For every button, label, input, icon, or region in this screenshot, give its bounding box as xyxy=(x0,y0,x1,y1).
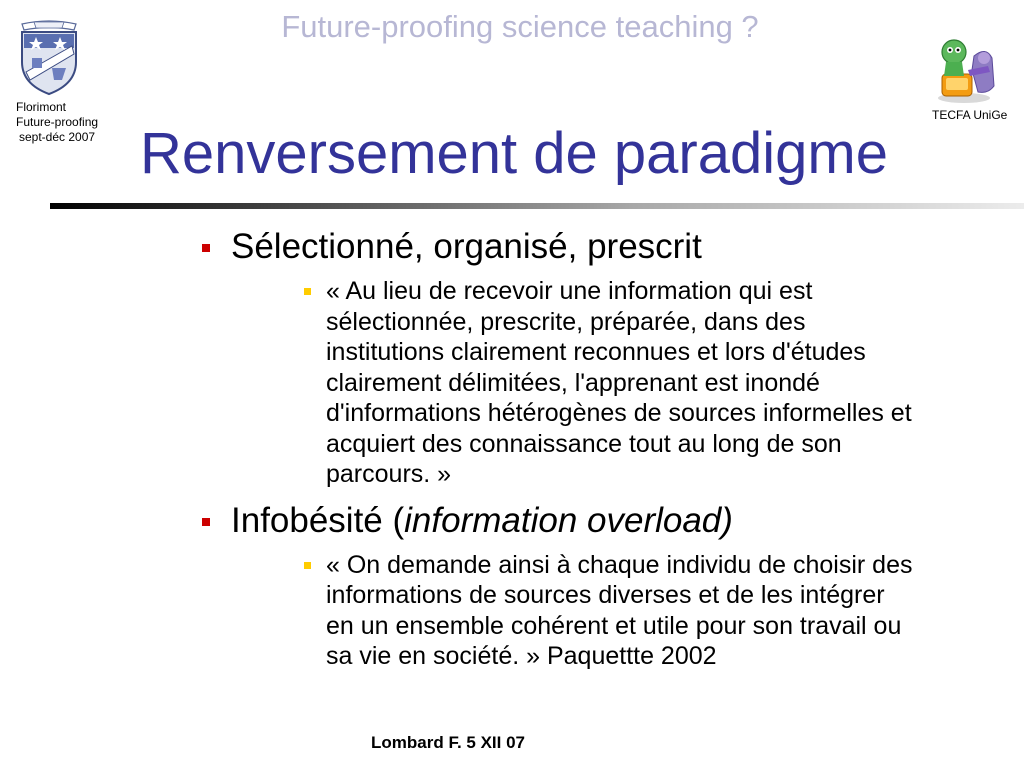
sub-bullet-item xyxy=(326,276,1016,490)
slide-title: Renversement de paradigme xyxy=(140,121,888,186)
quote-line: « On demande ainsi à chaque individu de choisir des xyxy=(326,550,913,579)
quote-line: clairement délimitées, l'apprenant est inondé xyxy=(326,368,820,397)
quote-line: « Au lieu de recevoir une information qui est xyxy=(326,277,813,305)
bullet-text: Sélectionné, organisé, prescrit xyxy=(231,227,702,266)
title-divider xyxy=(50,203,1024,209)
slide-footer: Lombard F. 5 XII 07 xyxy=(371,733,525,752)
bullet-text-italic: information overload) xyxy=(404,500,733,540)
caption-date: sept-déc 2007 xyxy=(19,130,96,144)
caption-project: Future-proofing xyxy=(16,115,99,129)
square-bullet-icon xyxy=(202,244,210,252)
quote-line: sa vie en société. » Paquettte 2002 xyxy=(326,642,717,670)
square-bullet-icon xyxy=(202,518,210,526)
caption-school: Florimont xyxy=(16,100,67,114)
bullet-item xyxy=(200,500,1010,542)
right-caption: TECFA UniGe xyxy=(932,108,1008,122)
school-crest-icon xyxy=(12,18,86,98)
quote-line: informations de sources diverses et de les intégrer xyxy=(326,581,885,609)
quote-line: en un ensemble cohérent et utile pour son travail ou xyxy=(326,611,902,640)
mascot-icon xyxy=(928,36,1000,104)
bullet-text: Infobésité ( xyxy=(231,500,405,540)
square-bullet-icon xyxy=(304,562,311,569)
bullet-item xyxy=(200,226,1010,268)
left-caption xyxy=(16,100,116,145)
quote-line: d'informations hétérogènes de sources informelles et xyxy=(326,399,912,427)
quote-line: sélectionnée, prescrite, préparée, dans des xyxy=(326,307,806,336)
slide-body xyxy=(200,226,1010,672)
square-bullet-icon xyxy=(304,288,311,295)
quote-line: institutions clairement reconnues et lors d'études xyxy=(326,338,866,366)
sub-bullet-item xyxy=(326,550,1016,672)
quote-line: parcours. » xyxy=(326,460,452,488)
quote-line: acquiert des connaissance tout au long de son xyxy=(326,429,842,458)
presentation-title: Future-proofing science teaching ? xyxy=(281,9,759,44)
